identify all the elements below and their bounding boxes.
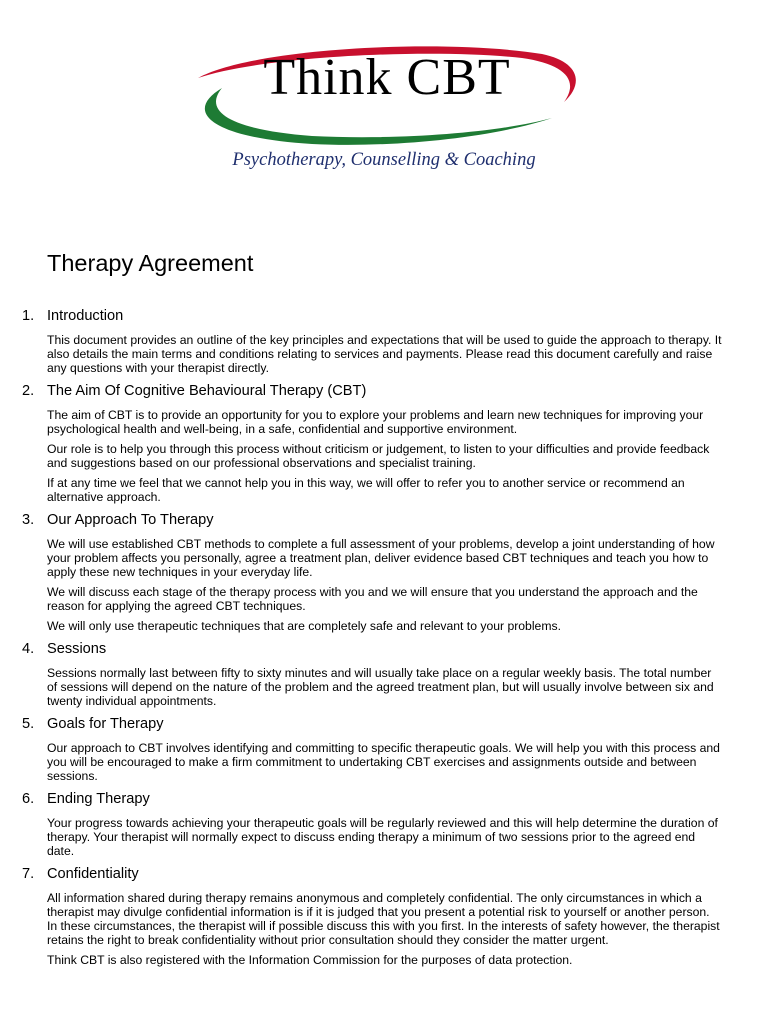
paragraph: Sessions normally last between fifty to sixty minutes and will usually take place on a regular weekly basis. The total number of sessions will depend on the nature of the problem and the agreed treatment plan, but will usually involve between six and twenty individual appointments. bbox=[47, 666, 714, 708]
section-number: 7. bbox=[22, 866, 35, 882]
section-title: Sessions bbox=[47, 641, 107, 657]
section-title: Ending Therapy bbox=[47, 791, 150, 807]
section-sessions bbox=[0, 640, 768, 708]
section-number: 4. bbox=[22, 641, 35, 657]
section-heading bbox=[0, 307, 768, 326]
section-heading bbox=[0, 640, 768, 659]
paragraph: This document provides an outline of the key principles and expectations that will be used to guide the approach to therapy. It also details the main terms and conditions relating to services and payments. Please read this document carefully and raise any questions with your therapist directly. bbox=[47, 333, 722, 375]
section-heading bbox=[0, 715, 768, 734]
section-goals bbox=[0, 715, 768, 783]
section-title: Goals for Therapy bbox=[47, 716, 164, 732]
think-cbt-logo bbox=[192, 40, 582, 150]
section-heading bbox=[0, 865, 768, 884]
section-title: The Aim Of Cognitive Behavioural Therapy (CBT) bbox=[47, 383, 367, 399]
section-introduction bbox=[0, 307, 768, 375]
sections-list bbox=[0, 307, 768, 974]
section-number: 6. bbox=[22, 791, 35, 807]
logo-text: Think CBT bbox=[263, 49, 511, 106]
section-number: 2. bbox=[22, 383, 35, 399]
section-confidentiality bbox=[0, 865, 768, 967]
paragraph: Our approach to CBT involves identifying and committing to specific therapeutic goals. We will help you with this process and you will be encouraged to make a firm commitment to undertaking CBT exercises and assignments outside and between sessions. bbox=[47, 741, 720, 783]
paragraph: We will only use therapeutic techniques that are completely safe and relevant to your problems. bbox=[47, 619, 561, 633]
paragraph: We will use established CBT methods to complete a full assessment of your problems, develop a joint understanding of how your problem affects you personally, agree a treatment plan, deliver evidence based CBT techniques and teach you how to apply these new techniques in your everyday life. bbox=[47, 537, 715, 579]
section-approach bbox=[0, 511, 768, 633]
section-title: Confidentiality bbox=[47, 866, 139, 882]
section-number: 5. bbox=[22, 716, 35, 732]
section-heading bbox=[0, 382, 768, 401]
section-aim-of-cbt bbox=[0, 382, 768, 504]
section-title: Our Approach To Therapy bbox=[47, 512, 214, 528]
paragraph: We will discuss each stage of the therapy process with you and we will ensure that you understand the approach and the reason for applying the agreed CBT techniques. bbox=[47, 585, 698, 613]
tagline: Psychotherapy, Counselling & Coaching bbox=[232, 150, 536, 170]
paragraph: All information shared during therapy remains anonymous and completely confidential. The only circumstances in which a therapist may divulge confidential information is if it is judged that you present a potential risk to yourself or another person. In these circumstances, the therapist will if possible discuss this with you first. In the interests of safety however, the therapist retains the right to break confidentiality without prior consultation should they consider the matter urgent. bbox=[47, 891, 720, 947]
section-ending-therapy bbox=[0, 790, 768, 858]
paragraph: Our role is to help you through this process without criticism or judgement, to listen to your difficulties and provide feedback and suggestions based on our professional observations and specialist training. bbox=[47, 442, 710, 470]
document-title: Therapy Agreement bbox=[47, 250, 254, 276]
section-number: 1. bbox=[22, 308, 35, 324]
section-title: Introduction bbox=[47, 308, 124, 324]
paragraph: The aim of CBT is to provide an opportunity for you to explore your problems and learn new techniques for improving your psychological health and well-being, in a safe, confidential and supportive environment. bbox=[47, 408, 704, 436]
paragraph: Think CBT is also registered with the Information Commission for the purposes of data protection. bbox=[47, 953, 573, 967]
section-heading bbox=[0, 790, 768, 809]
paragraph: If at any time we feel that we cannot help you in this way, we will offer to refer you to another service or recommend an alternative approach. bbox=[47, 476, 685, 504]
section-number: 3. bbox=[22, 512, 35, 528]
paragraph: Your progress towards achieving your therapeutic goals will be regularly reviewed and this will help determine the duration of therapy. Your therapist will normally expect to discuss ending therapy a minimum of two sessions prior to the agreed end date. bbox=[47, 816, 718, 858]
section-heading bbox=[0, 511, 768, 530]
